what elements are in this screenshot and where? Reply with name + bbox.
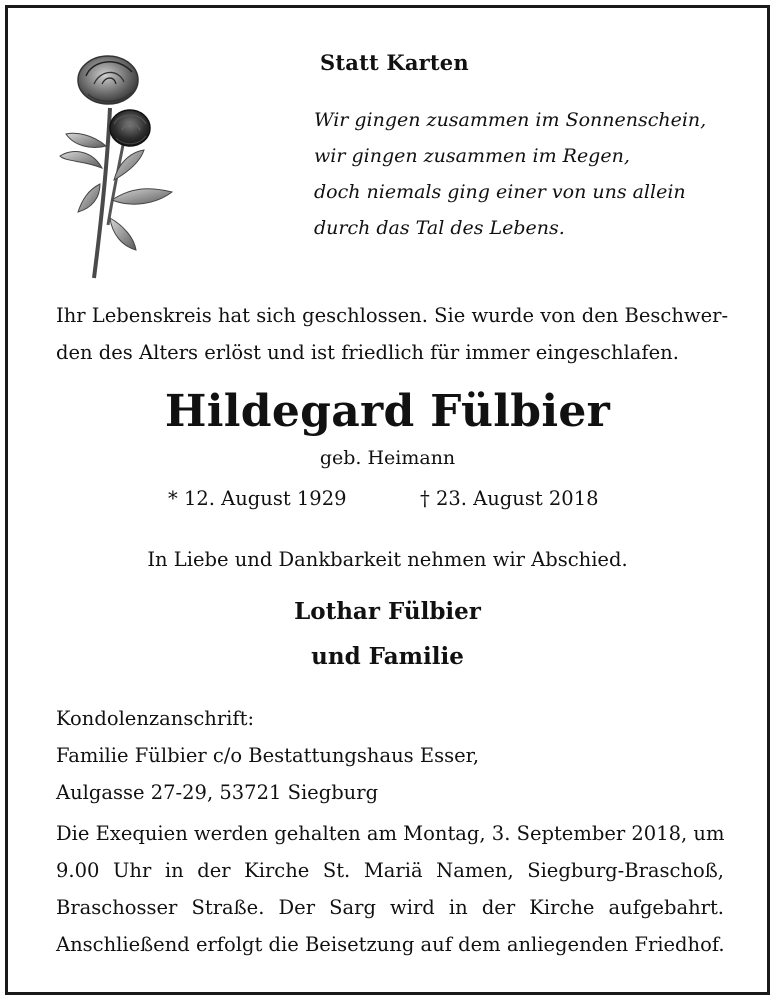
address-line: Aulgasse 27-29, 53721 Siegburg [56, 781, 379, 804]
service-line: 9.00 Uhr in der Kirche St. Mariä Namen, Siegburg-Braschoß, [56, 859, 724, 882]
death-date: † 23. August 2018 [420, 487, 599, 510]
rose-icon [52, 50, 182, 282]
deceased-name: Hildegard Fülbier [164, 386, 611, 437]
family-name: Lothar Fülbier [294, 598, 481, 625]
intro-paragraph [56, 297, 729, 371]
poem-line: wir gingen zusammen im Regen, [314, 145, 630, 167]
address-line: Familie Fülbier c/o Bestattungshaus Esser, [56, 744, 480, 767]
statt-karten-heading: Statt Karten [320, 50, 469, 75]
intro-line: Ihr Lebenskreis hat sich geschlossen. Sie wurde von den Beschwer- [56, 304, 729, 327]
service-line: Anschließend erfolgt die Beisetzung auf dem anliegenden Friedhof. [56, 933, 725, 956]
farewell-line: In Liebe und Dankbarkeit nehmen wir Abschied. [147, 548, 628, 571]
intro-line: den des Alters erlöst und ist friedlich für immer eingeschlafen. [56, 341, 679, 364]
birth-date: * 12. August 1929 [168, 487, 347, 510]
maiden-name: geb. Heimann [319, 447, 456, 469]
service-line: Die Exequien werden gehalten am Montag, 3. September 2018, um [56, 822, 725, 845]
poem-line: durch das Tal des Lebens. [314, 217, 565, 239]
poem-line: Wir gingen zusammen im Sonnenschein, [314, 109, 707, 131]
condolence-address [56, 700, 479, 811]
poem-line: doch niemals ging einer von uns allein [314, 181, 686, 203]
service-paragraph [56, 815, 724, 963]
address-line: Kondolenzanschrift: [56, 707, 255, 730]
family-suffix: und Familie [311, 643, 464, 670]
service-line: Braschosser Straße. Der Sarg wird in der Kirche aufgebahrt. [56, 896, 724, 919]
poem [314, 102, 706, 246]
